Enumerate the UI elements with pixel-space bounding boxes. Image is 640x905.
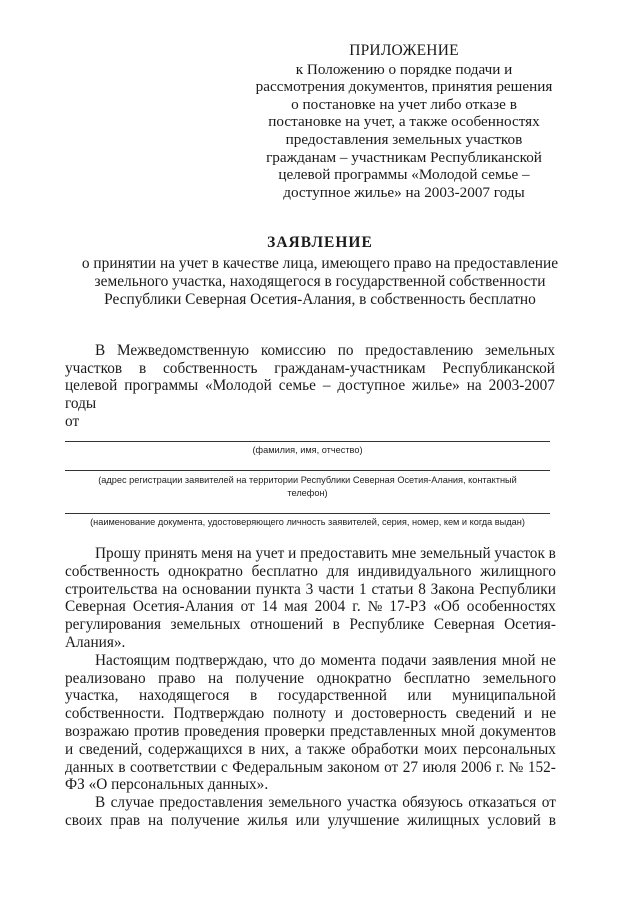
addressee-word: «Молодой: [205, 377, 272, 395]
statement-title: ЗАЯВЛЕНИЕ: [267, 234, 373, 251]
body-word: бесплатно: [251, 562, 318, 580]
body-word: Республике: [349, 616, 425, 634]
body-word: предоставить: [300, 545, 388, 562]
body-word: них,: [261, 740, 290, 758]
body-word: принять: [144, 545, 198, 562]
body-word: пункта: [255, 580, 301, 598]
body-word: содержащихся: [148, 740, 243, 758]
body-word: а: [294, 740, 302, 758]
body-word: мной: [501, 651, 536, 669]
addressee-word: участков: [65, 359, 123, 377]
appendix-line: предоставления земельных участков: [285, 130, 523, 148]
body-word: собственность: [65, 562, 160, 580]
body-word: от: [240, 598, 255, 616]
addressee-line: [65, 360, 555, 378]
body-word: улучшение: [327, 811, 400, 829]
body-word: прав: [110, 811, 141, 829]
body-word: 1: [359, 580, 367, 598]
body-line: [65, 723, 556, 741]
body-line: [65, 705, 556, 723]
address-caption-continued: телефон): [287, 488, 328, 498]
appendix-line: рассмотрения документов, принятия решения: [255, 78, 553, 96]
appendix-header: [248, 42, 560, 201]
body-line: [65, 741, 556, 759]
body-word: получение: [235, 669, 305, 687]
addressee-word: на: [466, 377, 482, 395]
body-word: Настоящим: [95, 651, 171, 669]
addressee-word: 2003-2007: [488, 377, 555, 395]
body-word: в: [332, 616, 340, 634]
body-word: также: [307, 740, 346, 758]
body-word: 14: [261, 598, 278, 616]
statement-subtitle-line: Республики Северная Осетия-Алания, в собственность бесплатно: [104, 291, 536, 308]
statement-heading: [40, 234, 600, 309]
addressee-word: гражданам-участникам: [274, 359, 426, 377]
body-word: проверки: [264, 722, 326, 740]
document-caption: (наименование документа, удостоверяющего личность заявителей, серия, номер, кем и когда выдан): [90, 517, 525, 527]
addressee-word: Межведомственную: [116, 342, 250, 359]
body-word: соответствии: [130, 758, 217, 776]
addressee-word: предоставлению: [365, 342, 474, 359]
from-label: от: [65, 413, 80, 431]
addressee-word: В: [95, 342, 106, 359]
body-word: реализовано: [65, 669, 146, 687]
body-word: 152-: [527, 758, 556, 776]
body-word: или: [407, 687, 432, 705]
body-word: моих: [424, 740, 458, 758]
body-word: право: [158, 669, 196, 687]
body-word: проведения: [184, 722, 260, 740]
body-word: основании: [182, 580, 252, 598]
body-word: 27: [402, 758, 418, 776]
appendix-line: гражданам – участникам Республиканской: [266, 148, 542, 166]
addressee-word: жилье»: [412, 377, 460, 395]
body-word: земельный: [420, 545, 491, 562]
addressee-word: целевой: [65, 377, 118, 395]
body-line: [65, 759, 556, 777]
body-word: жилищного: [480, 562, 556, 580]
address-field-line[interactable]: [65, 470, 550, 471]
body-word: 17-РЗ: [389, 598, 427, 616]
body-word: персональных: [463, 740, 556, 758]
body-word: строительства: [65, 580, 158, 598]
body-word: части: [318, 580, 355, 598]
body-word: земельного: [482, 669, 556, 687]
body-word: полноту: [272, 705, 327, 723]
appendix-line: постановке на учет, а также особенностях: [268, 113, 540, 131]
body-word: представленных: [329, 722, 437, 740]
body-word: государственной: [277, 687, 387, 705]
body-line: [65, 563, 556, 581]
body-word: меня: [201, 545, 233, 562]
addressee-line: годы: [65, 394, 97, 412]
addressee-word: собственность: [163, 359, 258, 377]
body-word: Северная: [65, 598, 126, 616]
body-line: [65, 616, 556, 634]
body-word: на: [208, 669, 224, 687]
addressee-word: Республиканской: [442, 359, 555, 377]
appendix-line: к Положению о порядке подачи и: [295, 60, 513, 78]
address-caption: (адрес регистрации заявителей на территории Республики Северная Осетия-Алания, контактный: [98, 475, 517, 485]
body-word: получение: [170, 811, 240, 829]
body-line: [65, 670, 556, 688]
fio-field-line[interactable]: [65, 441, 550, 442]
body-word: от: [541, 794, 556, 812]
body-word: с: [220, 758, 228, 776]
body-word: Осетия-: [504, 616, 556, 634]
body-word: В: [95, 794, 106, 812]
body-word: в: [548, 811, 556, 829]
body-word: отношений: [250, 616, 324, 634]
body-word: участка: [347, 794, 397, 812]
body-word: или: [295, 811, 320, 829]
body-word: жилищных: [407, 811, 480, 829]
body-word: в: [118, 758, 126, 776]
body-word: до: [299, 651, 316, 669]
body-word: Осетия-Алания: [132, 598, 234, 616]
body-word: в: [248, 740, 256, 758]
body-line: [65, 687, 556, 705]
body-word: случае: [110, 794, 154, 812]
body-line: [65, 812, 556, 830]
body-word: Федеральным: [232, 758, 323, 776]
body-word: 8: [418, 580, 426, 598]
addressee-word: по: [337, 342, 354, 359]
body-word: подачи: [381, 651, 427, 669]
appendix-line: о постановке на учет либо отказе в: [291, 95, 517, 113]
body-word: учет: [255, 545, 285, 562]
body-word: участка,: [65, 687, 119, 705]
application-body: [65, 545, 556, 830]
body-line: [65, 652, 556, 670]
body-word: в: [250, 687, 258, 705]
body-word: Республики: [479, 580, 556, 598]
body-word: находящегося: [139, 687, 230, 705]
body-line: Алания».: [65, 633, 126, 651]
body-word: Подтверждаю: [173, 705, 265, 723]
statement-subtitle-line: о принятии на учет в качестве лица, имеющего право на предоставление: [81, 255, 559, 272]
body-word: подтверждаю,: [175, 651, 268, 669]
document-field-line[interactable]: [65, 513, 550, 514]
body-word: мной: [441, 722, 475, 740]
appendix-title: ПРИЛОЖЕНИЕ: [349, 42, 459, 59]
body-word: индивидуального: [357, 562, 472, 580]
body-word: участок: [494, 545, 545, 562]
body-word: отказаться: [468, 794, 537, 812]
body-word: 3: [305, 580, 314, 598]
body-word: и: [65, 740, 74, 758]
body-word: не: [541, 705, 556, 723]
body-word: что: [272, 651, 295, 669]
body-word: документов: [479, 722, 556, 740]
appendix-line: доступное жилье» на 2003-2007 годы: [283, 183, 525, 201]
body-word: на: [162, 580, 178, 598]
body-word: для: [326, 562, 350, 580]
body-word: жилья: [247, 811, 288, 829]
body-word: земельного: [268, 794, 342, 812]
addressee-word: земельных: [484, 342, 555, 359]
body-word: мая: [284, 598, 308, 616]
body-word: сведений: [455, 705, 516, 723]
body-line: [65, 581, 556, 599]
body-word: г.: [495, 758, 505, 776]
body-word: данных: [65, 758, 114, 776]
addressee-paragraph: [65, 342, 555, 431]
addressee-line: [65, 377, 555, 395]
addressee-word: программы: [124, 377, 199, 395]
body-line: [65, 598, 556, 616]
body-word: и: [334, 705, 343, 723]
addressee-word: –: [322, 377, 331, 395]
body-word: Северная: [433, 616, 495, 634]
body-line: ФЗ «О персональных данных».: [65, 776, 269, 794]
body-word: 2004: [314, 598, 346, 616]
body-word: бесплатно: [403, 669, 471, 687]
body-word: собственности.: [65, 705, 165, 723]
body-word: момента: [320, 651, 376, 669]
body-word: и: [524, 705, 533, 723]
body-word: своих: [65, 811, 103, 829]
statement-subtitle-line: земельного участка, находящегося в государственной собственности: [94, 273, 546, 290]
body-word: Прошу: [95, 545, 141, 562]
body-line: [65, 545, 556, 563]
body-word: земельных: [170, 616, 241, 634]
body-word: статьи: [371, 580, 414, 598]
body-word: обработки: [351, 740, 419, 758]
body-word: и: [288, 545, 297, 562]
body-word: «Об: [433, 598, 460, 616]
body-word: однократно: [168, 562, 243, 580]
addressee-word: доступное: [337, 377, 406, 395]
body-word: на: [148, 811, 164, 829]
body-word: муниципальной: [452, 687, 556, 705]
body-word: особенностях: [466, 598, 556, 616]
body-word: №: [508, 758, 524, 776]
addressee-word: семье: [278, 377, 316, 395]
body-word: законом: [327, 758, 380, 776]
body-word: против: [133, 722, 180, 740]
appendix-line: целевой программы «Молодой семье –: [278, 166, 530, 184]
body-word: №: [367, 598, 383, 616]
body-word: однократно: [316, 669, 392, 687]
body-word: не: [540, 651, 556, 669]
body-word: в: [548, 545, 556, 562]
body-word: возражаю: [65, 722, 130, 740]
addressee-word: в: [138, 359, 147, 377]
body-word: г.: [352, 598, 361, 616]
body-line: [65, 794, 556, 812]
body-word: июля: [422, 758, 457, 776]
body-word: регулирования: [65, 616, 162, 634]
body-word: на: [236, 545, 252, 562]
body-word: 2006: [460, 758, 492, 776]
body-word: достоверность: [351, 705, 447, 723]
addressee-line: [65, 342, 555, 360]
body-word: предоставления: [159, 794, 263, 812]
body-word: заявления: [431, 651, 497, 669]
body-word: обязуюсь: [402, 794, 463, 812]
addressee-word: комиссию: [260, 342, 326, 359]
fio-caption: (фамилия, имя, отчество): [252, 445, 363, 455]
body-word: Закона: [430, 580, 475, 598]
body-word: от: [384, 758, 399, 776]
body-word: мне: [391, 545, 417, 562]
body-word: сведений,: [78, 740, 143, 758]
body-word: условий: [487, 811, 541, 829]
